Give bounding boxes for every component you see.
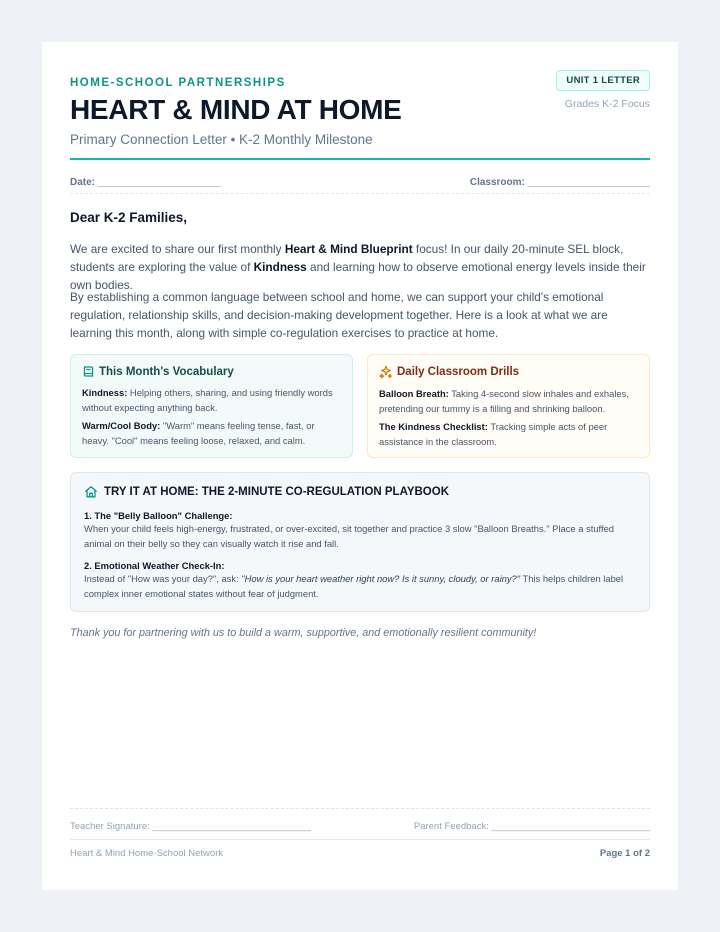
- grades-label: Grades K-2 Focus: [564, 98, 650, 110]
- book-icon: [82, 365, 95, 378]
- kindness-highlight: Kindness: [253, 260, 307, 274]
- page-subtitle: Primary Connection Letter • K-2 Monthly Milestone: [70, 132, 373, 147]
- vocabulary-card: [70, 354, 353, 458]
- unit-badge: UNIT 1 LETTER: [556, 70, 650, 91]
- letter-fields: [70, 176, 650, 194]
- date-field[interactable]: Date: ______________________: [70, 177, 221, 188]
- intro-paragraph: We are excited to share our first monthly Heart & Mind Blueprint focus! In our daily 20-minute SEL block, students are exploring the value of Kindness and learning how to observe emotional energy levels inside their own bodies.: [70, 242, 646, 292]
- drills-card: [367, 354, 650, 458]
- home-icon: [84, 485, 98, 499]
- drill-item-kindness-checklist: The Kindness Checklist: Tracking simple acts of peer assistance in the classroom.: [379, 421, 608, 447]
- eyebrow-label: HOME-SCHOOL PARTNERSHIPS: [70, 77, 286, 89]
- playbook-step-1: 1. The "Belly Balloon" Challenge: When your child feels high-energy, frustrated, or over-excited, sit together and practice 3 slow "Balloon Breaths." Place a stuffed animal on their belly so they can visually watch it rise and fall.: [84, 510, 615, 549]
- letter-page: [42, 42, 678, 890]
- playbook-card: [70, 472, 650, 612]
- vocab-item-kindness: Kindness: Helping others, sharing, and using friendly words without expecting anything back.: [82, 387, 333, 413]
- page-number: Page 1 of 2: [599, 848, 650, 859]
- common-language-paragraph: By establishing a common language between school and home, we can support your child's emotional regulation, relationship skills, and decision-making development together. Here is a look at what we are learning this month, along with simple co-regulation exercises to practice at home.: [70, 290, 608, 340]
- playbook-step-2: 2. Emotional Weather Check-In: Instead of "How was your day?", ask: "How is your heart weather right now? Is it sunny, cloudy, or rainy?" This helps children label complex inner emotional states without fear of judgment.: [84, 560, 624, 599]
- vocab-item-warm-cool: Warm/Cool Body: "Warm" means feeling tense, fast, or heavy. "Cool" means feeling loose, relaxed, and calm.: [82, 420, 315, 446]
- closing-note: Thank you for partnering with us to build a warm, supportive, and emotionally resilient community!: [70, 627, 537, 639]
- sparkle-icon: [379, 365, 393, 379]
- vocabulary-title: This Month's Vocabulary: [99, 365, 234, 378]
- page-title: HEART & MIND AT HOME: [70, 94, 402, 125]
- weather-question: "How is your heart weather right now? Is it sunny, cloudy, or rainy?": [241, 573, 521, 584]
- letter-greeting: Dear K-2 Families,: [70, 210, 188, 225]
- letter-content: [70, 42, 650, 890]
- classroom-field[interactable]: Classroom: ______________________: [469, 177, 650, 188]
- blueprint-highlight: Heart & Mind Blueprint: [284, 242, 413, 256]
- teacher-signature-field[interactable]: Teacher Signature: ______________________________: [70, 821, 311, 832]
- drills-title: Daily Classroom Drills: [397, 366, 520, 378]
- signature-row: [70, 808, 650, 840]
- header-divider: [70, 158, 650, 160]
- playbook-title: TRY IT AT HOME: THE 2-MINUTE CO-REGULATION PLAYBOOK: [104, 486, 449, 498]
- drill-item-balloon-breath: Balloon Breath: Taking 4-second slow inhales and exhales, pretending our tummy is a filling and shrinking balloon.: [379, 388, 629, 414]
- parent-feedback-field[interactable]: Parent Feedback: ______________________________: [413, 821, 650, 832]
- footer-network: Heart & Mind Home-School Network: [70, 848, 224, 859]
